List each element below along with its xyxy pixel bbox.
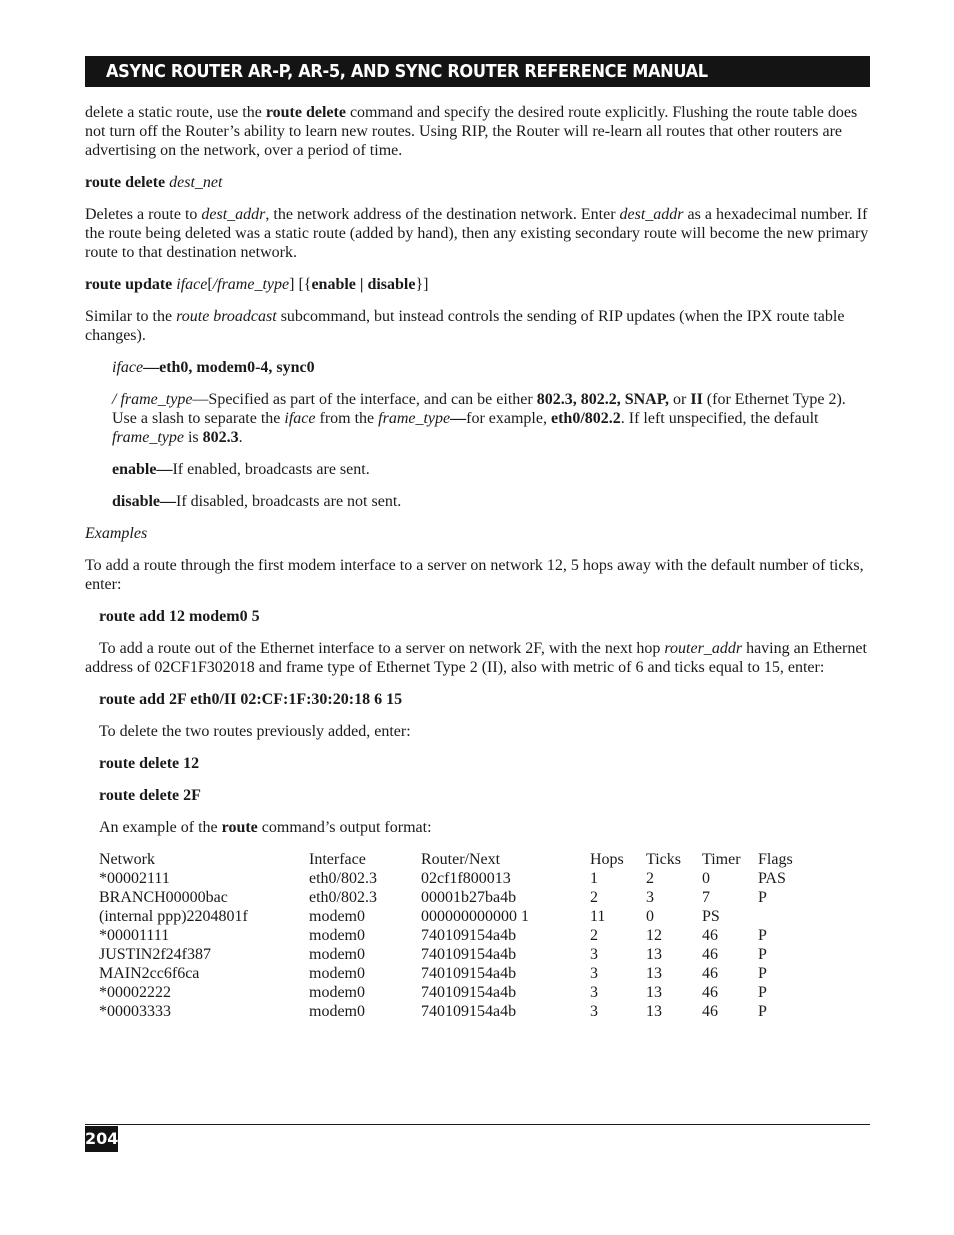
table-cell: 3 (590, 984, 598, 1001)
table-cell: 740109154a4b (421, 965, 517, 982)
table-cell: 13 (646, 984, 662, 1001)
example-text: command’s output format: (257, 819, 432, 836)
example-2-command (99, 690, 870, 709)
desc-text: as a hexadecimal number. If the route being deleted was a static route (added by hand), then any existing secondary route will become the new primary route to that destination network. (85, 206, 869, 261)
table-row (99, 888, 793, 907)
table-cell: *00001111 (99, 927, 170, 944)
route-delete-syntax (85, 173, 870, 192)
table-row (99, 945, 793, 964)
param-text: (for Ethernet Type 2). Use a slash to separate the (112, 391, 846, 427)
example-text: having an Ethernet address of 02CF1F302018 and frame type of Ethernet Type 2 (II), also with metric of 6 and ticks equal to 15, enter: (85, 640, 867, 676)
table-cell: 46 (702, 946, 718, 963)
param-frame-type (112, 390, 870, 447)
table-cell: PS (702, 908, 720, 925)
desc-arg: route broadcast (176, 308, 277, 325)
table-cell: 46 (702, 927, 718, 944)
desc-arg: dest_addr (201, 206, 266, 223)
table-row (99, 1002, 793, 1021)
table-cell: 2 (646, 870, 654, 887)
examples-heading-text: Examples (85, 525, 148, 542)
example-text: To add a route out of the Ethernet interface to a server on network 2F, with the next hop (99, 640, 665, 657)
table-cell: modem0 (309, 927, 365, 944)
table-cell: 740109154a4b (421, 927, 517, 944)
param-enable (112, 460, 870, 479)
table-cell: PAS (758, 870, 786, 887)
table-cell: P (758, 965, 767, 982)
param-value: 802.3, 802.2, SNAP, (536, 391, 670, 408)
param-name: iface (112, 359, 144, 376)
command-text: route add 12 modem0 5 (99, 608, 260, 625)
table-row (99, 964, 793, 983)
table-header-cell: Network (99, 851, 155, 868)
syntax-punct: ] [{ (289, 276, 312, 293)
table-cell: BRANCH00000bac (99, 889, 228, 906)
param-text: If enabled, broadcasts are sent. (172, 461, 370, 478)
table-row (99, 869, 793, 888)
param-text: If disabled, broadcasts are not sent. (176, 493, 402, 510)
table-header-cell: Flags (758, 851, 793, 868)
syntax-punct: [ (207, 276, 213, 293)
param-disable (112, 492, 870, 511)
table-cell: 11 (590, 908, 606, 925)
desc-text: Similar to the (85, 308, 177, 325)
route-update-description (85, 307, 870, 345)
table-cell: P (758, 946, 767, 963)
example-1-text: To add a route through the first modem interface to a server on network 12, 5 hops away with the default number of ticks, enter: (85, 557, 864, 593)
manual-title: ASYNC ROUTER AR-P, AR-5, AND SYNC ROUTER REFERENCE MANUAL (106, 61, 708, 82)
table-cell: 3 (590, 1003, 598, 1020)
table-cell: 3 (646, 889, 654, 906)
table-cell: P (758, 889, 767, 906)
table-cell: P (758, 1003, 767, 1020)
command-argument: iface (176, 276, 208, 293)
command-text: route delete 2F (99, 787, 201, 804)
param-text: is (183, 429, 203, 446)
table-cell: P (758, 927, 767, 944)
param-name: / frame_type (112, 391, 193, 408)
example-3-text: To delete the two routes previously added, enter: (99, 723, 411, 740)
table-cell (758, 907, 793, 926)
example-arg: router_addr (664, 640, 743, 657)
table-header-cell: Ticks (646, 851, 681, 868)
table-cell: eth0/802.3 (309, 889, 377, 906)
table-cell: 46 (702, 965, 718, 982)
table-cell: modem0 (309, 908, 365, 925)
example-command: route (221, 819, 258, 836)
desc-arg: dest_addr (619, 206, 684, 223)
syntax-punct: | (355, 276, 368, 293)
example-3-command-1 (99, 754, 870, 773)
param-value: II (690, 391, 703, 408)
table-header-cell: Interface (309, 851, 366, 868)
intro-command: route delete (265, 104, 346, 121)
intro-text: delete a static route, use the (85, 104, 266, 121)
table-cell: 0 (646, 908, 654, 925)
example-3-command-2 (99, 786, 870, 805)
param-text: for example, (466, 410, 551, 427)
table-cell: 46 (702, 984, 718, 1001)
param-name: disable— (112, 493, 177, 510)
desc-text: Deletes a route to (85, 206, 202, 223)
param-name: enable— (112, 461, 173, 478)
example-text: An example of the (99, 819, 222, 836)
example-2-text (85, 639, 870, 677)
header-bar (85, 56, 870, 87)
table-cell: 13 (646, 946, 662, 963)
table-cell: modem0 (309, 1003, 365, 1020)
table-cell: eth0/802.3 (309, 870, 377, 887)
example-4-text (99, 818, 870, 837)
param-text: from the (315, 410, 379, 427)
table-cell: 740109154a4b (421, 946, 517, 963)
intro-paragraph (85, 103, 870, 160)
route-update-syntax (85, 275, 870, 294)
command-text: route add 2F eth0/II 02:CF:1F:30:20:18 6 15 (99, 691, 403, 708)
table-cell: 0 (702, 870, 710, 887)
table-header-cell: Hops (590, 851, 624, 868)
footer-rule (85, 1124, 870, 1125)
table-cell: modem0 (309, 946, 365, 963)
table-cell: 740109154a4b (421, 984, 517, 1001)
table-row (99, 983, 793, 1002)
table-row (99, 926, 793, 945)
examples-heading (85, 524, 870, 543)
table-cell: 3 (590, 946, 598, 963)
table-row (99, 907, 793, 926)
param-text: . (238, 429, 243, 446)
table-header-row (99, 850, 793, 869)
table-cell: 13 (646, 1003, 662, 1020)
table-cell: modem0 (309, 965, 365, 982)
param-value: 802.3 (202, 429, 239, 446)
param-text: or (669, 391, 691, 408)
param-ref: frame_type (378, 410, 451, 427)
command-name: route update (85, 276, 177, 293)
table-cell: *00002222 (99, 984, 171, 1001)
param-iface (112, 358, 870, 377)
table-cell: modem0 (309, 984, 365, 1001)
param-ref: frame_type (112, 429, 184, 446)
param-text: —Specified as part of the interface, and can be either (192, 391, 537, 408)
page-number: 204 (85, 1126, 118, 1152)
desc-text: subcommand, but instead controls the sending of RIP updates (when the IPX route table changes). (85, 308, 845, 344)
table-cell: MAIN2cc6f6ca (99, 965, 200, 982)
intro-text: command and specify the desired route explicitly. Flushing the route table does not turn off the Router’s ability to learn new routes. Using RIP, the Router will re-learn all routes that other routers are advertising on the network, over a period of time. (85, 104, 858, 159)
route-delete-description (85, 205, 870, 262)
command-argument: /frame_type (212, 276, 290, 293)
page-content (85, 103, 870, 1021)
command-option: enable (311, 276, 356, 293)
table-cell: 1 (590, 870, 598, 887)
table-header-cell: Timer (702, 851, 741, 868)
table-cell: *00003333 (99, 1003, 171, 1020)
table-cell: 740109154a4b (421, 1003, 517, 1020)
table-cell: 000000000000 1 (421, 908, 529, 925)
table-cell: 2 (590, 927, 598, 944)
command-name: route delete (85, 174, 170, 191)
table-cell: 00001b27ba4b (421, 889, 517, 906)
table-cell: JUSTIN2f24f387 (99, 946, 211, 963)
command-text: route delete 12 (99, 755, 200, 772)
param-text: . If left unspecified, the default (620, 410, 819, 427)
param-ref: iface (284, 410, 316, 427)
table-cell: (internal ppp)2204801f (99, 908, 248, 925)
syntax-punct: }] (415, 276, 429, 293)
param-values: —eth0, modem0-4, sync0 (143, 359, 315, 376)
command-argument: dest_net (169, 174, 223, 191)
table-cell: *00002111 (99, 870, 170, 887)
param-value: eth0/802.2 (550, 410, 621, 427)
table-cell: 7 (702, 889, 710, 906)
table-cell: P (758, 984, 767, 1001)
table-cell: 13 (646, 965, 662, 982)
table-cell: 2 (590, 889, 598, 906)
table-header-cell: Router/Next (421, 851, 501, 868)
table-cell: 02cf1f800013 (421, 870, 511, 887)
param-dash: — (450, 410, 467, 427)
command-option: disable (367, 276, 416, 293)
table-cell: 3 (590, 965, 598, 982)
table-cell: 46 (702, 1003, 718, 1020)
desc-text: , the network address of the destination network. Enter (265, 206, 620, 223)
example-1-command (99, 607, 870, 626)
route-output-table (99, 850, 793, 1021)
table-cell: 12 (646, 927, 662, 944)
